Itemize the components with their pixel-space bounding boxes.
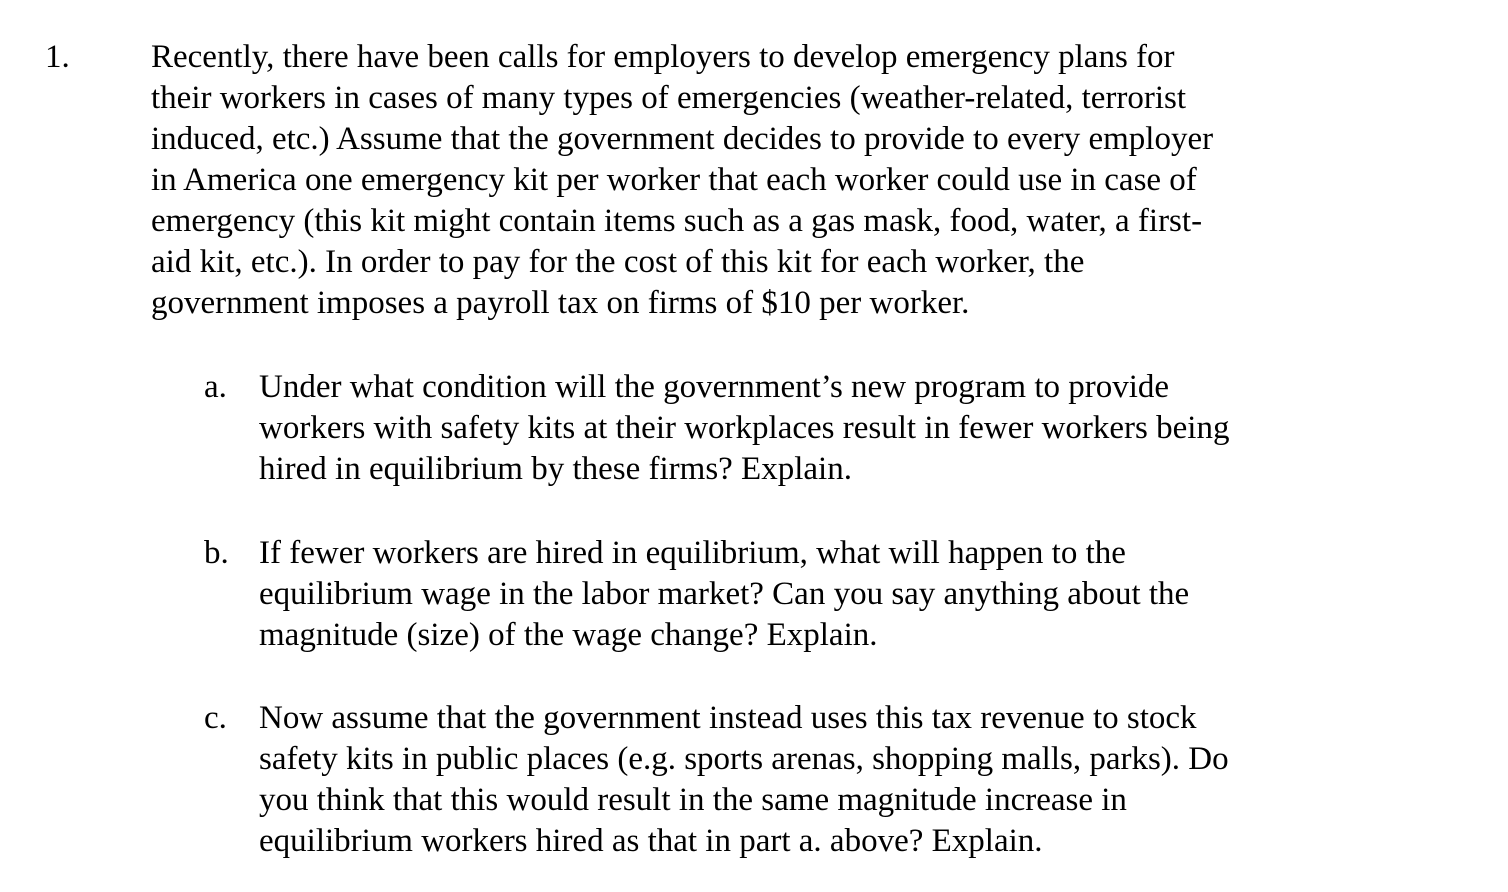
intro-line: aid kit, etc.). In order to pay for the cost of this kit for each worker, the — [151, 244, 1085, 280]
part-c-label: c. — [204, 700, 227, 736]
part-a-line: workers with safety kits at their workplaces result in fewer workers being — [259, 410, 1230, 446]
intro-line: emergency (this kit might contain items such as a gas mask, food, water, a first- — [151, 203, 1203, 239]
intro-line: government imposes a payroll tax on firms of $10 per worker. — [151, 285, 970, 321]
part-a-line: hired in equilibrium by these firms? Explain. — [259, 451, 852, 487]
intro-line: their workers in cases of many types of emergencies (weather-related, terrorist — [151, 80, 1187, 116]
part-c-line: safety kits in public places (e.g. sports arenas, shopping malls, parks). Do — [259, 741, 1229, 777]
part-a-label: a. — [204, 369, 227, 405]
part-b-line: magnitude (size) of the wage change? Explain. — [259, 617, 878, 653]
part-b-line: equilibrium wage in the labor market? Can you say anything about the — [259, 576, 1190, 612]
part-c-line: you think that this would result in the same magnitude increase in — [259, 782, 1127, 818]
part-b-label: b. — [204, 535, 229, 571]
intro-line: Recently, there have been calls for employers to develop emergency plans for — [151, 39, 1175, 75]
part-b-line: If fewer workers are hired in equilibrium, what will happen to the — [259, 535, 1126, 571]
part-c-line: equilibrium workers hired as that in part a. above? Explain. — [259, 823, 1043, 859]
question-number: 1. — [45, 39, 70, 75]
intro-line: induced, etc.) Assume that the government decides to provide to every employer — [151, 121, 1214, 157]
part-a-line: Under what condition will the government’s new program to provide — [259, 369, 1170, 405]
intro-line: in America one emergency kit per worker that each worker could use in case of — [151, 162, 1197, 198]
part-c-line: Now assume that the government instead uses this tax revenue to stock — [259, 700, 1197, 736]
